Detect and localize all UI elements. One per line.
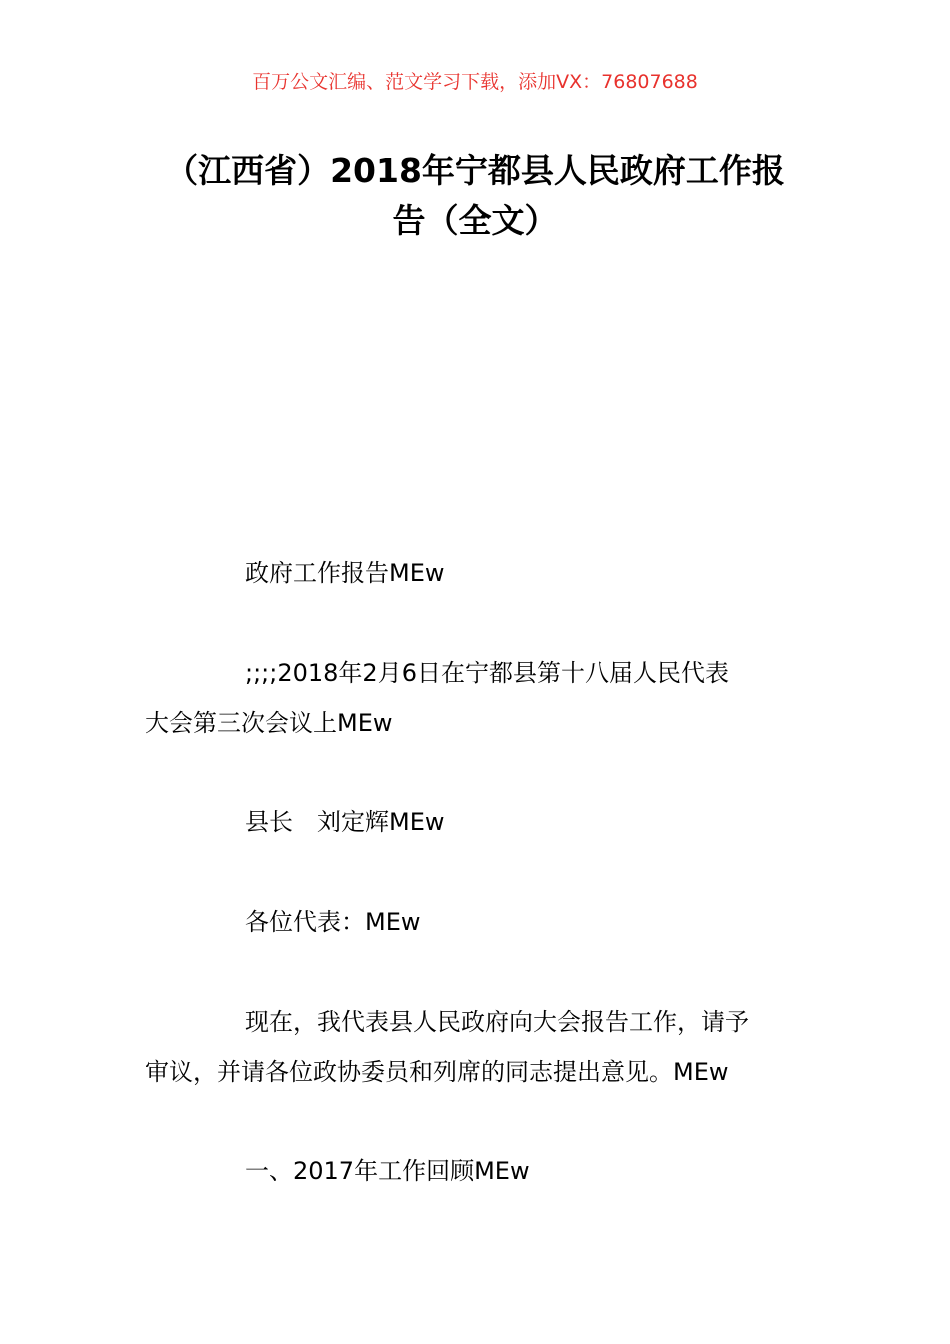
paragraph-text: 一、2017年工作回顾MEw: [245, 1157, 530, 1185]
paragraph-speaker: [145, 797, 815, 847]
paragraph-report-heading: [145, 548, 815, 598]
header-download-note: 百万公文汇编、范文学习下载，添加VX：76807688: [252, 71, 698, 93]
paragraph-meeting-info: [145, 648, 815, 748]
paragraph-text: ;;;;2018年2月6日在宁都县第十八届人民代表: [245, 659, 729, 687]
paragraph-text: 政府工作报告MEw: [245, 559, 445, 587]
paragraph-text: 各位代表：MEw: [245, 908, 421, 936]
paragraph-text: 县长 刘定辉MEw: [245, 808, 445, 836]
title-line-2: 告（全文）: [392, 201, 558, 240]
paragraph-opening: [145, 997, 815, 1097]
title-line-1: （江西省）2018年宁都县人民政府工作报: [165, 151, 785, 190]
paragraph-text: 现在，我代表县人民政府向大会报告工作，请予: [245, 1008, 749, 1036]
section-heading-review: [145, 1146, 815, 1196]
document-title: [140, 146, 810, 246]
paragraph-salutation: [145, 897, 815, 947]
paragraph-text-continued: 大会第三次会议上MEw: [145, 709, 393, 737]
paragraph-text-continued: 审议，并请各位政协委员和列席的同志提出意见。MEw: [145, 1058, 729, 1086]
